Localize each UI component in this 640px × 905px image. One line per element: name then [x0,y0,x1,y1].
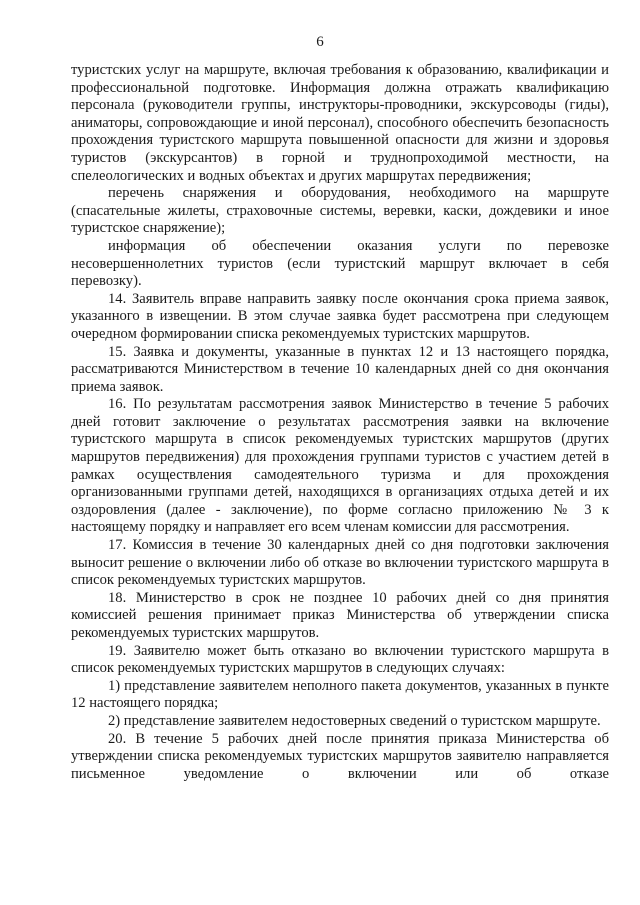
paragraph-item-19-2: 2) представление заявителем недостоверных сведений о туристском маршруте. [108,712,601,729]
paragraph-item-17: 17. Комиссия в течение 30 календарных дней со дня подготовки заключения выносит решение о включении либо об отказе во включении туристского маршрута в список рекомендуемых туристских маршрутов. [71,537,609,589]
page-number: 6 [316,34,324,50]
paragraph-equipment-list: перечень снаряжения и оборудования, необходимого на маршруте (спасательные жилеты, страховочные системы, веревки, каски, дождевики и иное туристское снаряжение); [71,185,609,237]
paragraph-item-19: 19. Заявителю может быть отказано во включении туристского маршрута в список рекомендуемых туристских маршрутов в следующих случаях: [71,642,609,677]
paragraph-item-14: 14. Заявитель вправе направить заявку после окончания срока приема заявок, указанного в извещении. В этом случае заявка будет рассмотрена при следующем очередном формировании списка рекомендуемых туристских маршрутов. [71,290,609,342]
paragraph-item-15: 15. Заявка и документы, указанные в пунктах 12 и 13 настоящего порядка, рассматриваются Министерством в течение 10 календарных дней со дня окончания приема заявок. [71,343,609,395]
paragraph-continuation: туристских услуг на маршруте, включая требования к образованию, квалификации и профессиональной подготовке. Информация должна отражать квалификацию персонала (руководители группы, инструкторы-проводники, экскурсоводы (гиды), аниматоры, сопровождающие и иной персонал), способного обеспечить безопасность прохождения туристского маршрута повышенной опасности для жизни и здоровья туристов (экскурсантов) в горной и труднопроходимой местности, на спелеологических и водных объектах и других маршрутах передвижения; [71,62,609,184]
document-body [71,62,609,783]
paragraph-item-16: 16. По результатам рассмотрения заявок Министерство в течение 5 рабочих дней готовит заключение о результатах рассмотрения заявки на включение туристского маршрута в список рекомендуемых туристских маршрутов (других маршрутов передвижения) для прохождения группами туристов с участием детей в рамках осуществления самодеятельного туризма и для прохождения организованными группами детей, находящихся в организациях отдыха детей и их оздоровления (далее - заключение), по форме согласно приложению № 3 к настоящему порядку и направляет его всем членам комиссии для рассмотрения. [71,396,609,536]
paragraph-item-19-1: 1) представление заявителем неполного пакета документов, указанных в пункте 12 настоящего порядка; [71,677,609,712]
paragraph-item-18: 18. Министерство в срок не позднее 10 рабочих дней со дня принятия комиссией решения принимает приказ Министерства об утверждении списка рекомендуемых туристских маршрутов. [71,589,609,641]
paragraph-transport-info: информация об обеспечении оказания услуги по перевозке несовершеннолетних туристов (если туристский маршрут включает в себя перевозку). [71,237,609,290]
paragraph-item-20: 20. В течение 5 рабочих дней после принятия приказа Министерства об утверждении списка рекомендуемых туристских маршрутов заявителю направляется письменное уведомление о включении или об отказе [71,730,609,782]
